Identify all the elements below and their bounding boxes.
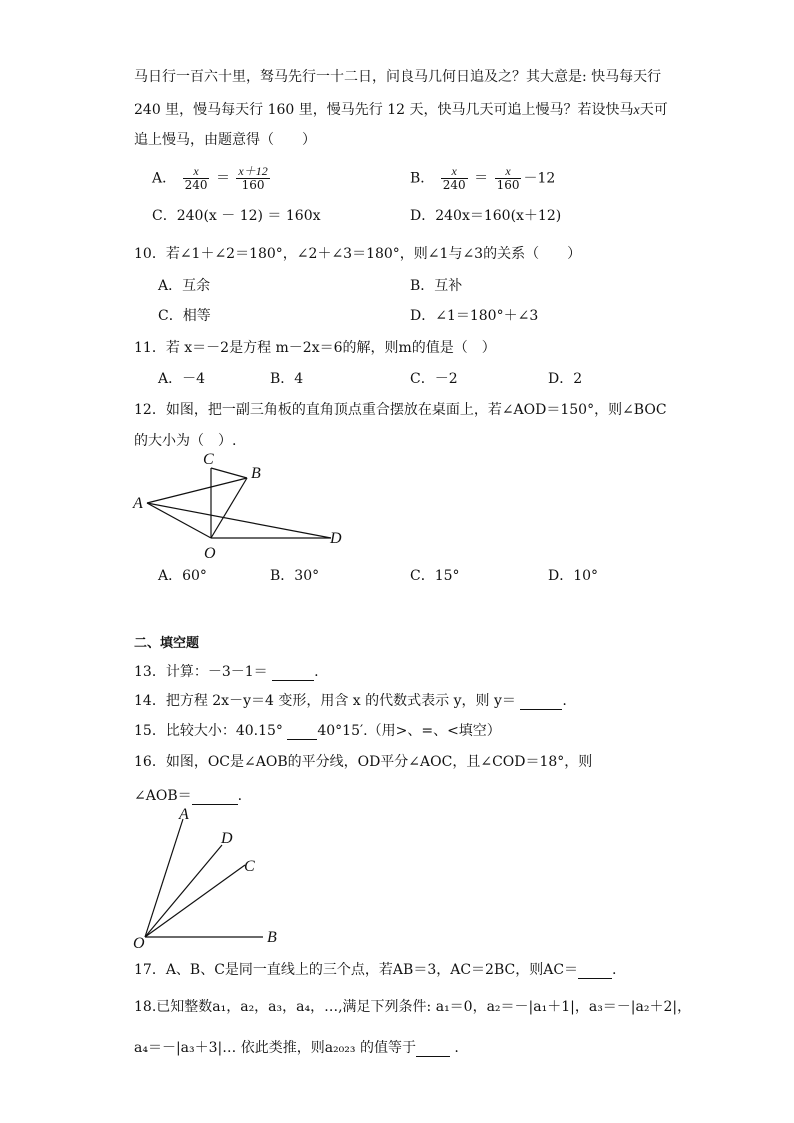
- q17: 17．A、B、C是同一直线上的三个点，若AB＝3，AC＝2BC，则AC＝ .: [134, 962, 617, 978]
- ray-o-c: [145, 865, 245, 937]
- q11-option-a[interactable]: A．－4: [158, 371, 206, 387]
- q11-option-b[interactable]: B．4: [270, 371, 304, 387]
- fraction: $\frac{x}{160}$: [496, 164, 520, 192]
- label-d: D: [221, 830, 233, 847]
- q10-option-b[interactable]: B．互补: [410, 278, 463, 294]
- q9-option-b[interactable]: B． $\frac{x}{240}$ ＝ $\frac{x}{160}$ －12: [410, 164, 556, 192]
- q13: 13．计算：－3－1＝ .: [134, 664, 319, 680]
- label-d: D: [330, 530, 342, 547]
- q11-stem: 11．若 x＝－2是方程 m－2x＝6的解，则m的值是（ ）: [134, 340, 496, 356]
- q9-option-a[interactable]: A． $\frac{x}{240}$ ＝ $\frac{x+12}{160}$: [152, 164, 268, 192]
- label-b: B: [251, 465, 261, 482]
- triangle-figure: [125, 450, 365, 565]
- answer-blank[interactable]: [578, 964, 612, 979]
- q9-line2: 240 里，慢马每天行 160 里，慢马先行 12 天，快马几天可追上慢马？若设快马x天可: [134, 102, 668, 118]
- section-title-fill-blank: 二、填空题: [134, 636, 200, 651]
- q15: 15．比较大小：40.15° 40°15′.（用>、=、<填空）: [134, 723, 501, 739]
- q12-stem-line2: 的大小为（ ）.: [134, 433, 237, 449]
- q9-option-d[interactable]: D．240x＝160(x＋12): [410, 208, 562, 224]
- q9-line1: 马日行一百六十里，驽马先行一十二日，问良马几何日追及之？其大意是: 快马每天行: [134, 69, 662, 85]
- label-c: C: [244, 858, 255, 875]
- answer-blank[interactable]: [287, 725, 317, 740]
- answer-blank[interactable]: [416, 1042, 450, 1057]
- q9-line3: 追上慢马，由题意得（ ）: [134, 132, 316, 148]
- q10-option-a[interactable]: A．互余: [158, 278, 211, 294]
- q10-stem: 10．若∠1＋∠2＝180°，∠2＋∠3＝180°，则∠1与∠3的关系（ ）: [134, 246, 582, 262]
- fraction: $\frac{x+12}{160}$: [238, 164, 268, 192]
- segment-a-d: [147, 503, 331, 538]
- q12-option-c[interactable]: C．15°: [410, 568, 460, 584]
- ray-o-d: [145, 845, 222, 937]
- segment-a-b: [147, 478, 247, 503]
- q11-option-d[interactable]: D．2: [548, 371, 583, 387]
- label-a: A: [179, 806, 189, 823]
- segment-c-b: [211, 468, 247, 478]
- q16-stem-line1: 16．如图，OC是∠AOB的平分线，OD平分∠AOC，且∠COD＝18°，则: [134, 754, 593, 770]
- q16-stem-line2: ∠AOB＝ .: [134, 788, 243, 804]
- answer-blank[interactable]: [192, 790, 238, 805]
- angle-figure: [125, 805, 295, 950]
- q10-option-d[interactable]: D．∠1＝180°＋∠3: [410, 308, 539, 324]
- q12-option-b[interactable]: B．30°: [270, 568, 320, 584]
- ray-o-a: [145, 819, 183, 937]
- q11-option-c[interactable]: C．－2: [410, 371, 458, 387]
- q12-option-a[interactable]: A．60°: [158, 568, 207, 584]
- q14: 14．把方程 2x－y＝4 变形，用含 x 的代数式表示 y，则 y＝ .: [134, 693, 567, 709]
- fraction: $\frac{x}{240}$: [184, 164, 208, 192]
- fraction: $\frac{x}{240}$: [442, 164, 466, 192]
- q10-option-c[interactable]: C．相等: [158, 308, 211, 324]
- answer-blank[interactable]: [520, 695, 562, 710]
- q12-stem-line1: 12．如图，把一副三角板的直角顶点重合摆放在桌面上，若∠AOD＝150°，则∠BOC: [134, 402, 667, 418]
- label-o: O: [204, 545, 216, 562]
- label-c: C: [203, 451, 214, 468]
- segment-a-o: [147, 503, 211, 538]
- q18-line1: 18.已知整数a₁，a₂，a₃，a₄，…,满足下列条件: a₁＝0，a₂＝－|a₁＋1|，a₃＝－|a₂＋2|，: [134, 999, 692, 1015]
- answer-blank[interactable]: [272, 666, 314, 681]
- q18-line2: a₄＝－|a₃＋3|… 依此类推，则a₂₀₂₃ 的值等于 .: [134, 1040, 459, 1056]
- segment-b-o: [211, 478, 247, 538]
- q12-option-d[interactable]: D．10°: [548, 568, 599, 584]
- label-a: A: [133, 495, 143, 512]
- label-o: O: [133, 935, 145, 950]
- q9-option-c[interactable]: C．240(x － 12) ＝ 160x: [152, 208, 321, 224]
- label-b: B: [267, 929, 277, 946]
